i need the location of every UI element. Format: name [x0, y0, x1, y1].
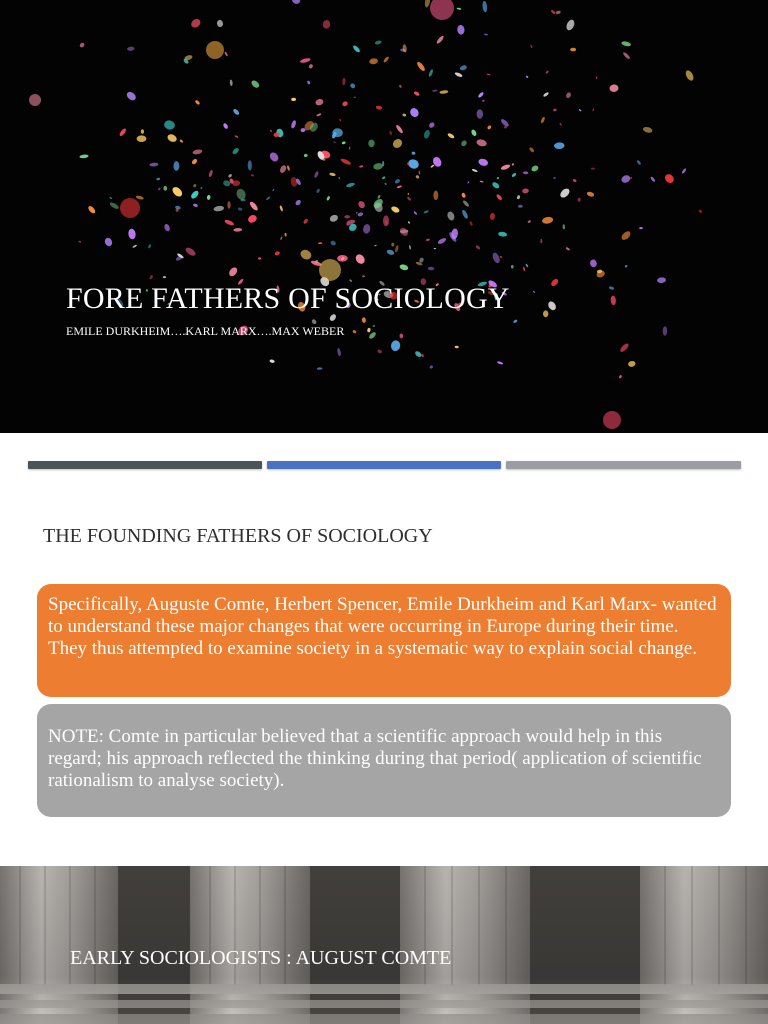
confetti-piece [413, 211, 417, 215]
confetti-piece [352, 44, 361, 53]
confetti-piece [308, 64, 313, 70]
confetti-piece [171, 185, 184, 198]
confetti-piece [103, 237, 113, 248]
confetti-piece [397, 185, 403, 189]
confetti-piece [540, 116, 545, 123]
confetti-piece [553, 177, 556, 180]
confetti-piece [287, 165, 291, 171]
confetti-piece [384, 183, 387, 186]
confetti-piece [636, 160, 641, 166]
confetti-piece [284, 233, 286, 237]
confetti-piece [132, 244, 137, 248]
confetti-piece [87, 205, 97, 215]
bokeh-blob [603, 411, 621, 429]
confetti-piece [570, 48, 576, 52]
confetti-piece [523, 171, 529, 174]
confetti-piece [459, 64, 467, 71]
confetti-piece [136, 195, 145, 200]
confetti-piece [173, 161, 179, 171]
confetti-piece [190, 189, 200, 199]
confetti-piece [340, 158, 352, 166]
confetti-piece [391, 243, 394, 247]
confetti-piece [386, 249, 395, 256]
confetti-piece [369, 58, 378, 65]
confetti-piece [318, 242, 323, 244]
confetti-piece [339, 177, 340, 180]
confetti-piece [698, 209, 702, 213]
confetti-piece [359, 165, 363, 168]
confetti-piece [390, 340, 401, 352]
bokeh-blob [430, 0, 454, 20]
confetti-piece [418, 171, 420, 175]
confetti-piece [423, 210, 429, 214]
confetti-piece [317, 367, 323, 370]
confetti-piece [294, 199, 301, 207]
confetti-piece [368, 140, 375, 148]
confetti-piece [565, 18, 576, 31]
confetti-piece [341, 100, 348, 107]
confetti-piece [591, 168, 595, 170]
confetti-piece [193, 184, 197, 188]
confetti-piece [316, 188, 321, 193]
confetti-piece [231, 147, 239, 155]
confetti-piece [408, 106, 420, 118]
confetti-piece [346, 182, 355, 188]
confetti-piece [572, 178, 577, 182]
confetti-piece [349, 147, 351, 150]
confetti-piece [639, 227, 643, 229]
confetti-piece [429, 365, 433, 369]
confetti-piece [559, 187, 572, 199]
confetti-piece [408, 221, 411, 224]
confetti-piece [166, 133, 178, 143]
confetti-piece [238, 207, 243, 211]
confetti-piece [500, 256, 502, 258]
confetti-piece [500, 164, 510, 171]
slide-2 [0, 433, 768, 866]
confetti-piece [472, 168, 478, 172]
confetti-piece [290, 120, 297, 129]
confetti-piece [128, 228, 137, 239]
confetti-piece [497, 177, 500, 180]
confetti-piece [416, 61, 426, 73]
confetti-piece [373, 163, 383, 171]
confetti-piece [399, 84, 402, 88]
confetti-piece [316, 113, 321, 117]
confetti-piece [344, 215, 350, 219]
confetti-piece [175, 205, 181, 210]
confetti-piece [300, 57, 311, 63]
confetti-piece [280, 236, 283, 240]
confetti-piece [421, 353, 424, 357]
confetti-piece [663, 172, 675, 184]
confetti-piece [149, 162, 158, 166]
confetti-piece [475, 245, 481, 250]
slide-3 [0, 866, 768, 1024]
confetti-piece [357, 212, 364, 217]
confetti-piece [227, 201, 230, 209]
confetti-piece [326, 196, 330, 201]
confetti-piece [525, 75, 528, 78]
confetti-piece [228, 173, 233, 178]
confetti-piece [248, 160, 252, 170]
confetti-piece [565, 247, 570, 251]
confetti-piece [269, 359, 275, 363]
confetti-piece [79, 154, 89, 159]
confetti-piece [148, 244, 152, 249]
bokeh-blob [319, 259, 341, 281]
confetti-piece [559, 123, 562, 127]
confetti-piece [109, 201, 120, 210]
confetti-piece [432, 89, 437, 92]
confetti-piece [620, 174, 631, 184]
confetti-piece [489, 213, 495, 221]
confetti-piece [628, 360, 637, 367]
confetti-piece [374, 244, 377, 246]
confetti-piece [109, 197, 112, 199]
confetti-piece [234, 135, 238, 138]
confetti-piece [522, 267, 525, 272]
confetti-piece [354, 253, 367, 266]
confetti-piece [149, 275, 153, 280]
confetti-piece [330, 240, 337, 246]
confetti-piece [555, 10, 561, 15]
confetti-piece [352, 329, 357, 333]
confetti-piece [222, 122, 228, 129]
confetti-piece [224, 51, 228, 56]
confetti-piece [279, 164, 288, 174]
confetti-piece [550, 9, 556, 15]
confetti-piece [127, 46, 135, 51]
confetti-piece [391, 137, 404, 150]
confetti-piece [193, 203, 199, 208]
confetti-piece [620, 230, 632, 242]
gray-note-box: NOTE: Comte in particular believed that a scientific approach would help in this regard; his approach reflected the thinking during that period( application of scientific rationalism to analyse society). [37, 704, 731, 817]
confetti-piece [266, 196, 271, 201]
confetti-piece [249, 200, 259, 211]
confetti-piece [228, 266, 239, 278]
confetti-piece [480, 180, 484, 182]
confetti-piece [578, 198, 581, 202]
bokeh-blob [120, 198, 140, 218]
confetti-piece [141, 129, 144, 134]
columns-background-image [0, 866, 768, 1024]
confetti-piece [307, 80, 311, 85]
confetti-piece [586, 191, 594, 197]
confetti-piece [482, 99, 485, 102]
confetti-piece [477, 91, 484, 98]
confetti-piece [163, 276, 167, 278]
confetti-piece [467, 181, 469, 184]
confetti-piece [543, 92, 550, 98]
confetti-piece [446, 211, 455, 222]
confetti-piece [250, 79, 260, 89]
confetti-piece [272, 189, 275, 192]
confetti-piece [532, 290, 535, 293]
confetti-piece [258, 257, 261, 260]
confetti-piece [497, 361, 504, 365]
confetti-piece [341, 141, 345, 145]
confetti-piece [516, 195, 520, 200]
confetti-piece [621, 41, 632, 47]
orange-text-box: Specifically, Auguste Comte, Herbert Spencer, Emile Durkheim and Karl Marx- wanted to understand these major changes that were occurring in Europe during their time. They thus attempted to examine society in a systematic way to explain social change. [37, 584, 731, 697]
confetti-piece [395, 245, 400, 253]
confetti-piece [79, 42, 86, 48]
confetti-piece [439, 90, 448, 94]
confetti-piece [329, 214, 339, 223]
confetti-piece [496, 193, 503, 200]
confetti-piece [411, 151, 415, 155]
confetti-piece [545, 70, 549, 74]
confetti-piece [374, 40, 382, 45]
confetti-piece [484, 34, 488, 36]
confetti-piece [337, 348, 342, 356]
confetti-piece [650, 176, 656, 182]
confetti-piece [413, 91, 420, 97]
confetti-piece [430, 164, 434, 168]
confetti-piece [511, 172, 517, 177]
confetti-piece [681, 168, 687, 174]
confetti-piece [428, 267, 435, 271]
confetti-piece [414, 350, 422, 358]
confetti-piece [498, 231, 508, 237]
confetti-piece [562, 224, 565, 230]
confetti-piece [663, 326, 668, 335]
confetti-piece [454, 346, 458, 349]
confetti-piece [426, 238, 430, 241]
confetti-piece [322, 20, 330, 30]
confetti-piece [158, 187, 161, 191]
confetti-piece [299, 248, 313, 261]
confetti-piece [342, 78, 346, 85]
slide-2-title: THE FOUNDING FATHERS OF SOCIOLOGY [43, 525, 433, 547]
confetti-piece [247, 214, 258, 225]
confetti-piece [235, 187, 247, 201]
confetti-piece [477, 109, 484, 119]
confetti-piece [213, 205, 224, 212]
slide-1-subtitle: EMILE DURKHEIM….KARL MARX….MAX WEBER [66, 324, 345, 338]
confetti-piece [163, 223, 171, 232]
confetti-piece [550, 278, 560, 288]
confetti-piece [232, 108, 240, 116]
confetti-piece [457, 7, 462, 10]
confetti-piece [491, 181, 500, 190]
confetti-piece [618, 375, 622, 379]
confetti-piece [208, 170, 213, 178]
confetti-piece [619, 342, 630, 353]
confetti-piece [596, 76, 598, 79]
confetti-piece [349, 82, 356, 89]
confetti-piece [279, 205, 283, 212]
confetti-piece [470, 129, 477, 137]
confetti-piece [528, 147, 534, 154]
accent-bar-gray [506, 461, 741, 469]
bokeh-blob [206, 41, 224, 59]
confetti-piece [511, 163, 514, 166]
confetti-piece [447, 132, 455, 139]
confetti-piece [339, 119, 341, 122]
confetti-piece [230, 79, 233, 86]
confetti-piece [609, 286, 615, 290]
confetti-piece [589, 259, 597, 268]
confetti-piece [362, 275, 365, 277]
confetti-piece [163, 119, 176, 130]
confetti-piece [192, 149, 202, 155]
confetti-piece [395, 124, 404, 134]
confetti-piece [462, 200, 470, 208]
confetti-piece [362, 224, 371, 235]
confetti-piece [409, 245, 412, 250]
confetti-piece [565, 92, 572, 99]
confetti-piece [407, 196, 412, 201]
confetti-piece [482, 1, 488, 13]
bokeh-blob [29, 94, 41, 106]
confetti-piece [274, 251, 280, 257]
confetti-piece [408, 193, 409, 196]
accent-bar-blue [267, 461, 501, 469]
confetti-piece [382, 176, 386, 180]
confetti-piece [179, 139, 183, 143]
confetti-piece [437, 237, 447, 245]
confetti-piece [423, 129, 431, 139]
confetti-piece [313, 171, 319, 179]
confetti-piece [304, 154, 308, 158]
confetti-piece [542, 216, 554, 224]
confetti-piece [415, 175, 420, 180]
confetti-piece [487, 125, 492, 130]
confetti-piece [333, 141, 336, 143]
slide-1 [0, 0, 768, 433]
confetti-piece [216, 19, 223, 27]
confetti-piece [118, 128, 127, 138]
confetti-piece [530, 44, 533, 48]
confetti-piece [610, 295, 616, 305]
confetti-piece [578, 109, 581, 112]
confetti-piece [487, 73, 491, 75]
confetti-piece [303, 218, 309, 225]
confetti-piece [195, 99, 201, 105]
confetti-piece [530, 164, 539, 172]
confetti-piece [457, 25, 465, 35]
confetti-piece [684, 69, 695, 82]
confetti-piece [540, 239, 542, 243]
confetti-piece [191, 158, 198, 165]
confetti-piece [372, 325, 375, 328]
confetti-piece [315, 98, 325, 106]
confetti-piece [291, 98, 296, 101]
confetti-piece [478, 158, 489, 167]
confetti-piece [511, 265, 514, 269]
confetti-piece [156, 178, 160, 181]
confetti-piece [137, 135, 147, 142]
confetti-piece [207, 195, 211, 200]
confetti-piece [329, 172, 336, 176]
confetti-piece [367, 328, 371, 333]
confetti-piece [553, 108, 557, 111]
confetti-piece [375, 105, 382, 110]
confetti-piece [527, 220, 531, 224]
confetti-piece [518, 205, 523, 208]
confetti-piece [491, 252, 501, 265]
confetti-piece [190, 17, 203, 29]
confetti-piece [389, 130, 392, 135]
confetti-piece [460, 139, 468, 147]
confetti-piece [554, 142, 565, 149]
accent-bar-dark [28, 461, 262, 469]
confetti-piece [433, 190, 438, 200]
confetti-piece [383, 56, 390, 63]
slide-1-title: FORE FATHERS OF SOCIOLOGY [66, 282, 510, 315]
confetti-piece [184, 246, 197, 257]
confetti-piece [525, 263, 528, 267]
confetti-piece [428, 69, 434, 78]
confetti-piece [399, 333, 403, 338]
confetti-piece [469, 221, 473, 226]
confetti-piece [270, 130, 273, 133]
confetti-piece [454, 72, 463, 78]
confetti-piece [200, 187, 203, 190]
confetti-piece [233, 228, 242, 232]
confetti-piece [394, 178, 401, 184]
confetti-piece [78, 240, 81, 243]
confetti-piece [657, 277, 667, 284]
confetti-piece [522, 188, 529, 193]
confetti-piece [251, 174, 255, 177]
confetti-piece [461, 192, 466, 198]
confetti-piece [424, 0, 431, 8]
confetti-piece [436, 35, 445, 45]
confetti-piece [402, 113, 407, 117]
confetti-piece [513, 319, 518, 324]
confetti-piece [362, 317, 367, 323]
confetti-background-image [0, 0, 768, 433]
confetti-piece [224, 219, 235, 227]
confetti-piece [592, 108, 594, 111]
confetti-piece [399, 263, 409, 271]
confetti-piece [353, 97, 356, 98]
confetti-piece [622, 51, 631, 59]
confetti-piece [268, 151, 280, 163]
confetti-piece [355, 211, 358, 214]
slide-3-title: EARLY SOCIOLOGISTS : AUGUST COMTE [70, 947, 452, 969]
confetti-piece [433, 248, 436, 249]
confetti-piece [163, 186, 167, 191]
confetti-piece [543, 310, 549, 317]
confetti-piece [291, 0, 301, 5]
confetti-piece [368, 331, 377, 340]
confetti-piece [377, 349, 383, 354]
confetti-piece [476, 138, 488, 147]
confetti-piece [624, 264, 628, 267]
confetti-piece [428, 121, 435, 128]
confetti-piece [642, 126, 653, 134]
confetti-piece [547, 300, 558, 312]
confetti-piece [125, 90, 137, 102]
confetti-piece [357, 200, 366, 210]
confetti-piece [377, 194, 381, 199]
confetti-piece [609, 84, 619, 93]
confetti-piece [461, 209, 469, 219]
